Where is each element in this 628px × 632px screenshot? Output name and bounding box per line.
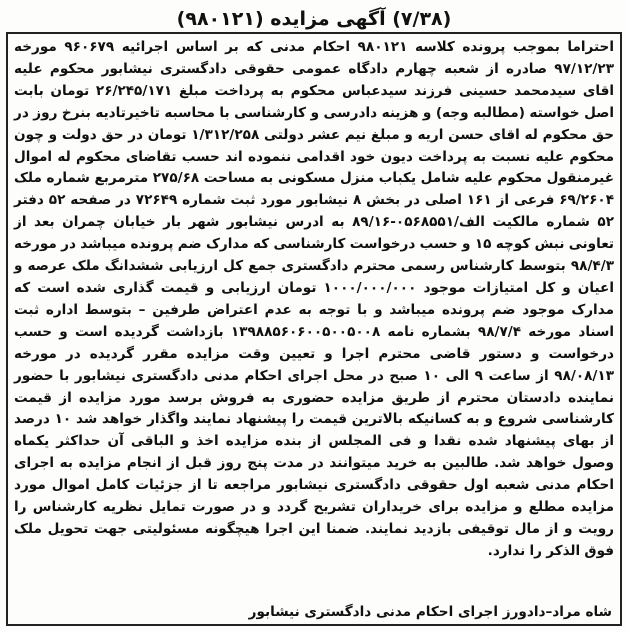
notice-body: احتراما بموجب پرونده کلاسه ۹۸۰۱۲۱ احکام مدنی که بر اساس اجرائیه ۹۶۰۶۷۹ مورخه ۹۷/۱۲/۲۳ صادره از شعبه چهارم دادگاه عمومی حقوقی دادگستری نیشابور محکوم علیه اقای سیدمحمد حسینی فرزند سیدعباس محکوم به پرداخت مبلغ ۲۶/۲۴۵/۱۷۱ تومان بابت اصل خواسته (مطالبه وجه) و هزینه دادرسی و کارشناسی با محاسبه تاخیرتادیه بنرخ روز در حق محکوم له اقای حسن اریه و مبلغ نیم عشر دولتی ۱/۳۱۲/۲۵۸ تومان در حق دولت و چون محکوم علیه نسبت به پرداخت دیون خود اقدامی ننموده اند حسب تقاضای محکوم له اموال غیرمنقول محکوم علیه شامل یکباب منزل مسکونی به مساحت ۲۷۵/۶۸ مترمربع شماره ملک ۶۹/۲۶۰۴ فرعی از ۱۶۱ اصلی در بخش ۸ نیشابور مورد ثبت شماره ۷۲۶۴۹ در صفحه ۵۲ دفتر ۵۲ شماره مالکیت الف/۰۵۶۸۵۵۱-۸۹/۱۶ به ادرس نیشابور شهر بار خیابان چمران بعد از تعاونی نبش کوچه ۱۵ و حسب درخواست کارشناسی که مدارک ضم پرونده میباشد در مورخه ۹۸/۴/۳ بتوسط کارشناس رسمی محترم دادگستری جمع کل ارزیابی ششدانگ ملک عرصه و اعیان و کل امتیازات موجود ۱۰۰۰/۰۰۰/۰۰۰ تومان ارزیابی و قیمت گذاری شده است که مدارک موجود ضم پرونده میباشد و با توجه به عدم اعتراض طرفین – بتوسط اداره ثبت اسناد مورخه ۹۸/۷/۴ بشماره نامه ۱۳۹۸۸۵۶۰۶۰۰۵۰۰۵۰۰۸ بازداشت گردیده است و حسب درخواست و دستور قاضی محترم اجرا و تعیین وقت مزایده مقرر گردیده در مورخه ۹۸/۰۸/۱۳ از ساعت ۹ الی ۱۰ صبح در محل اجرای احکام مدنی دادگستری نیشابور با حضور نماینده دادستان محترم از طریق مزایده حضوری به فروش برسد مورد مزایده از قیمت کارشناسی شروع و به کسانیکه بالاترین قیمت را پیشنهاد نمایند واگذار خواهد شد ۱۰ درصد از بهای پیشنهاد شده نقدا و فی المجلس از بنده مزایده اخذ و الباقی آن حداکثر یکماه وصول خواهد شد. طالبین به خرید میتوانند در مدت پنج روز قبل از انجام مزایده به اجرای احکام مدنی شعبه اول حقوقی دادگستری نیشابور مراجعه تا از جزئیات کامل اموال مورد مزایده مطلع و مزایده برای خریداران تشریح گردد و در صورت تمایل نظریه کارشناس را رویت و از مال توقیفی بازدید نمایند. ضمنا این اجرا هیچگونه مسئولیتی جهت تحویل ملک فوق الذکر را ندارد. — [14, 39, 615, 559]
notice-title: (۷/۳۸) آگهی مزایده (۹۸۰۱۲۱) — [176, 8, 452, 30]
notice-box — [6, 32, 622, 626]
notice-signature: شاه مراد–دادورز اجرای احکام مدنی دادگستری نیشابور — [248, 604, 612, 620]
